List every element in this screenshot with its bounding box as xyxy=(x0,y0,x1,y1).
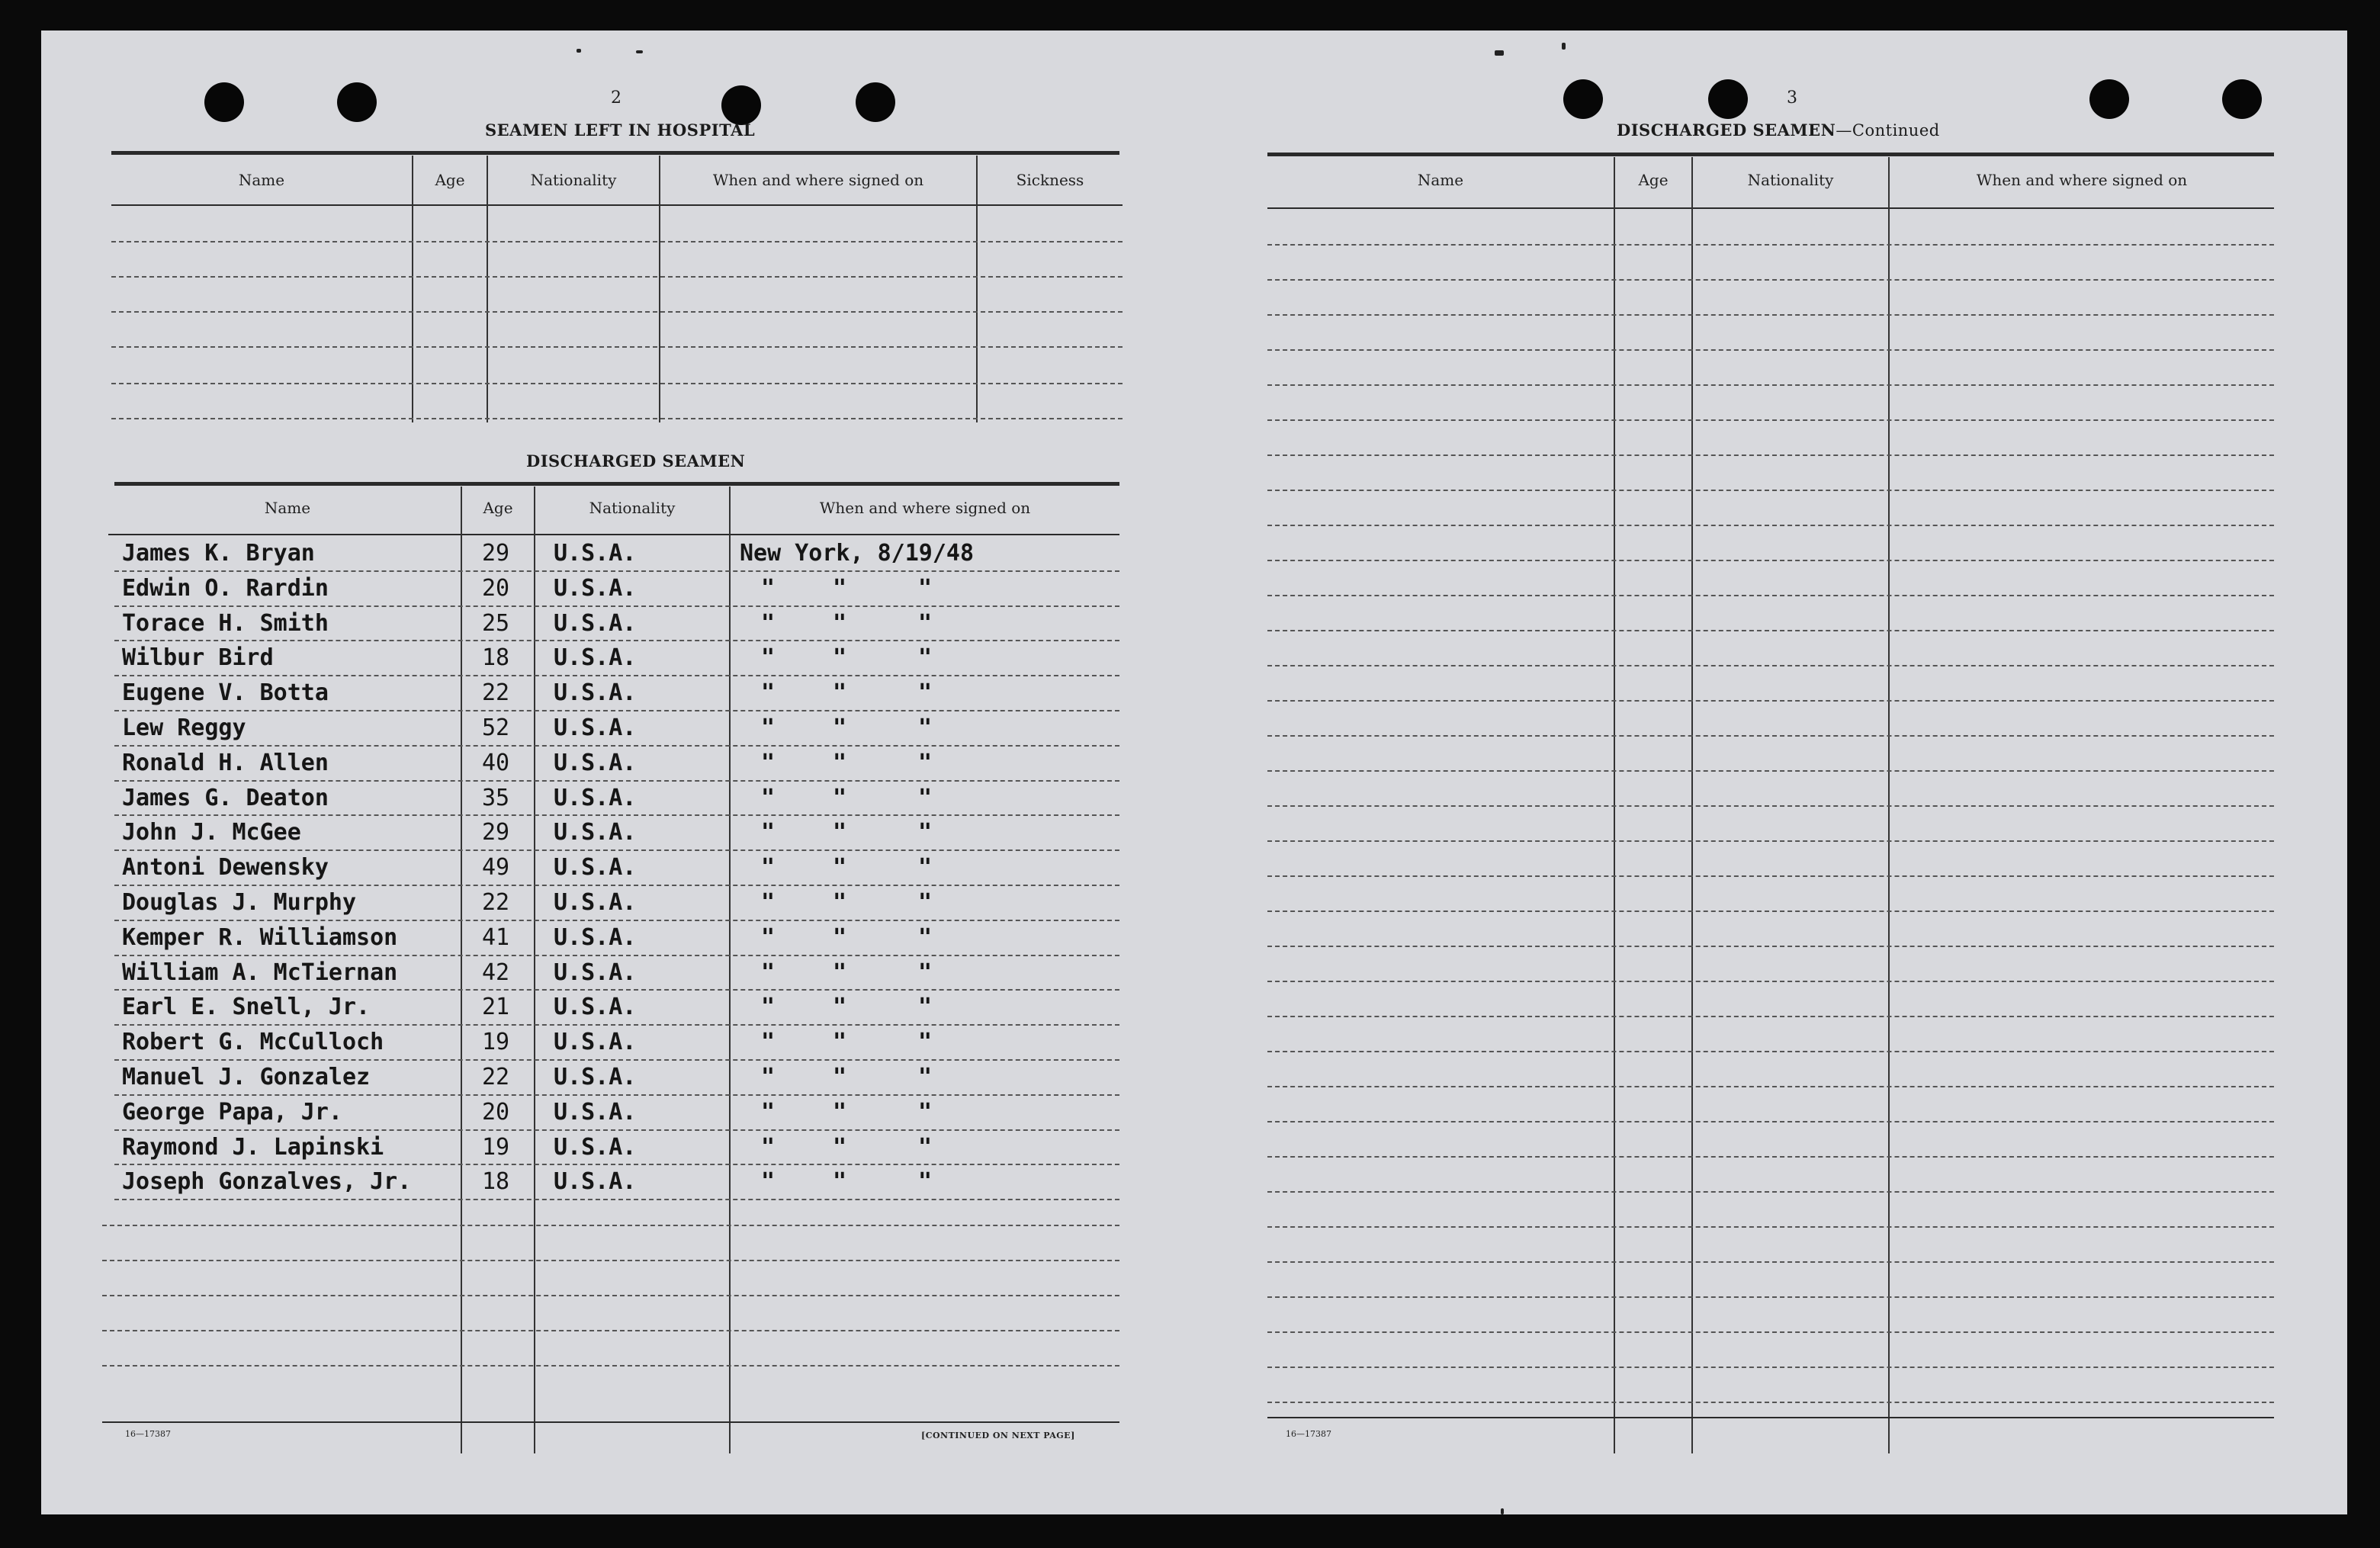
ditto-mark: " xyxy=(833,923,847,951)
hospital-row-line xyxy=(111,346,1123,348)
hospital-col-name: Name xyxy=(238,171,285,189)
hospital-table-top-rule xyxy=(111,151,1119,155)
discharged-empty-row-line xyxy=(102,1225,1119,1226)
right-section-title xyxy=(1617,120,1940,140)
seaman-age: 18 xyxy=(482,1168,510,1196)
seaman-name: George Papa, Jr. xyxy=(122,1098,342,1126)
seaman-nationality: U.S.A. xyxy=(554,923,637,951)
seaman-nationality: U.S.A. xyxy=(554,540,637,567)
ditto-mark: " xyxy=(918,1029,933,1056)
ditto-mark: " xyxy=(833,1168,847,1196)
right-row-line xyxy=(1267,1331,2274,1333)
hospital-row-line xyxy=(111,241,1123,242)
right-row-line xyxy=(1267,595,2274,596)
discharged-bottom-rule xyxy=(102,1421,1119,1423)
right-header-rule xyxy=(1267,207,2274,209)
ditto-mark: " xyxy=(833,889,847,916)
right-row-line xyxy=(1267,1367,2274,1368)
right-row-line xyxy=(1267,560,2274,561)
right-table-top-rule xyxy=(1267,153,2274,156)
speck xyxy=(1501,1508,1504,1514)
ditto-mark: " xyxy=(918,854,933,882)
ditto-mark: " xyxy=(761,574,776,602)
seaman-age: 52 xyxy=(482,715,510,741)
discharged-col-divider xyxy=(461,487,462,1453)
seaman-nationality: U.S.A. xyxy=(554,1098,637,1126)
seaman-age: 19 xyxy=(482,1133,510,1161)
punch-hole xyxy=(721,85,761,125)
seaman-age: 40 xyxy=(482,749,510,776)
right-row-line xyxy=(1267,1051,2274,1052)
seaman-age: 22 xyxy=(482,679,510,707)
discharged-col-divider xyxy=(534,487,535,1453)
seaman-name: William A. McTiernan xyxy=(122,959,398,986)
right-title-main: DISCHARGED SEAMEN xyxy=(1617,120,1836,140)
ditto-mark: " xyxy=(918,644,933,672)
seaman-nationality: U.S.A. xyxy=(554,679,637,707)
ditto-mark: " xyxy=(918,574,933,602)
punch-hole xyxy=(1563,79,1603,119)
hospital-header-rule xyxy=(111,204,1123,206)
right-row-line xyxy=(1267,1226,2274,1228)
ditto-mark: " xyxy=(833,959,847,986)
right-row-line xyxy=(1267,770,2274,772)
discharged-row-line xyxy=(114,1059,1119,1061)
ditto-mark: " xyxy=(833,1029,847,1056)
right-row-line xyxy=(1267,454,2274,456)
right-row-line xyxy=(1267,384,2274,386)
discharged-row-line xyxy=(114,885,1119,886)
right-row-line xyxy=(1267,735,2274,737)
seaman-name: Joseph Gonzalves, Jr. xyxy=(122,1168,412,1196)
ditto-mark: " xyxy=(833,1064,847,1090)
ditto-mark: " xyxy=(761,679,776,707)
seaman-name: Robert G. McCulloch xyxy=(122,1029,384,1056)
ditto-mark: " xyxy=(761,749,776,776)
right-row-line xyxy=(1267,314,2274,316)
seaman-age: 29 xyxy=(482,819,510,846)
discharged-col-nationality: Nationality xyxy=(589,499,676,517)
seaman-age: 49 xyxy=(482,854,510,882)
discharged-row-line xyxy=(114,1129,1119,1131)
right-title-suffix: —Continued xyxy=(1836,121,1940,140)
seaman-name: Lew Reggy xyxy=(122,715,246,741)
ditto-mark: " xyxy=(833,994,847,1021)
right-row-line xyxy=(1267,700,2274,702)
discharged-row-line xyxy=(114,1024,1119,1026)
discharged-row-line xyxy=(114,745,1119,747)
discharged-section-title: DISCHARGED SEAMEN xyxy=(526,451,746,471)
ditto-mark: " xyxy=(918,749,933,776)
seaman-nationality: U.S.A. xyxy=(554,959,637,986)
right-row-line xyxy=(1267,875,2274,877)
ditto-mark: " xyxy=(761,994,776,1021)
discharged-header-rule xyxy=(108,534,1119,535)
discharged-row-line xyxy=(114,1094,1119,1096)
right-row-line xyxy=(1267,419,2274,421)
right-row-line xyxy=(1267,630,2274,631)
hospital-row-line xyxy=(111,311,1123,313)
seaman-age: 19 xyxy=(482,1029,510,1056)
seaman-age: 22 xyxy=(482,889,510,916)
right-row-line xyxy=(1267,1121,2274,1122)
seaman-nationality: U.S.A. xyxy=(554,784,637,811)
seaman-nationality: U.S.A. xyxy=(554,854,637,882)
seaman-age: 42 xyxy=(482,959,510,986)
seaman-age: 21 xyxy=(482,994,510,1021)
discharged-row-line xyxy=(114,1164,1119,1165)
right-row-line xyxy=(1267,279,2274,281)
right-bottom-rule xyxy=(1267,1417,2274,1418)
punch-hole xyxy=(856,82,895,122)
seaman-name: Ronald H. Allen xyxy=(122,749,329,776)
right-row-line xyxy=(1267,981,2274,982)
punch-hole xyxy=(337,82,377,122)
seaman-age: 22 xyxy=(482,1064,510,1090)
seaman-age: 20 xyxy=(482,574,510,602)
discharged-row-line xyxy=(114,989,1119,991)
seaman-nationality: U.S.A. xyxy=(554,715,637,741)
right-row-line xyxy=(1267,946,2274,947)
ditto-mark: " xyxy=(918,715,933,741)
seaman-nationality: U.S.A. xyxy=(554,574,637,602)
ditto-mark: " xyxy=(761,1133,776,1161)
right-col-signed-on: When and where signed on xyxy=(1976,171,2188,189)
discharged-row-line xyxy=(114,710,1119,711)
seaman-signed-on: New York, 8/19/48 xyxy=(740,540,975,567)
discharged-table-top-rule xyxy=(114,482,1119,486)
left-page-number: 2 xyxy=(611,88,621,108)
seaman-name: John J. McGee xyxy=(122,819,301,846)
hospital-section-title: SEAMEN LEFT IN HOSPITAL xyxy=(485,120,756,140)
right-row-line xyxy=(1267,525,2274,526)
seaman-nationality: U.S.A. xyxy=(554,819,637,846)
ditto-mark: " xyxy=(761,854,776,882)
discharged-row-line xyxy=(114,640,1119,641)
ditto-mark: " xyxy=(833,749,847,776)
ditto-mark: " xyxy=(833,609,847,637)
discharged-empty-row-line xyxy=(102,1295,1119,1296)
discharged-row-line xyxy=(114,605,1119,607)
right-row-line xyxy=(1267,665,2274,666)
ditto-mark: " xyxy=(918,1098,933,1126)
seaman-age: 18 xyxy=(482,644,510,672)
ditto-mark: " xyxy=(918,923,933,951)
seaman-age: 35 xyxy=(482,784,510,811)
ditto-mark: " xyxy=(833,784,847,811)
ditto-mark: " xyxy=(918,784,933,811)
ditto-mark: " xyxy=(833,679,847,707)
right-row-line xyxy=(1267,910,2274,912)
hospital-col-nationality: Nationality xyxy=(530,171,617,189)
ditto-mark: " xyxy=(918,609,933,637)
seaman-name: Eugene V. Botta xyxy=(122,679,329,707)
right-row-line xyxy=(1267,1296,2274,1298)
punch-hole xyxy=(2222,79,2262,119)
discharged-row-line xyxy=(114,955,1119,956)
punch-hole xyxy=(2089,79,2129,119)
right-row-line xyxy=(1267,349,2274,351)
speck xyxy=(1562,43,1566,50)
discharged-row-line xyxy=(114,814,1119,816)
ditto-mark: " xyxy=(833,854,847,882)
discharged-col-signed-on: When and where signed on xyxy=(819,499,1031,517)
hospital-row-line xyxy=(111,276,1123,278)
speck xyxy=(577,49,581,53)
seaman-age: 29 xyxy=(482,540,510,567)
ditto-mark: " xyxy=(761,1168,776,1196)
punch-hole xyxy=(204,82,244,122)
discharged-col-divider xyxy=(729,487,731,1453)
ditto-mark: " xyxy=(761,1098,776,1126)
document-sheet xyxy=(41,31,2347,1514)
seaman-nationality: U.S.A. xyxy=(554,1133,637,1161)
ditto-mark: " xyxy=(833,574,847,602)
seaman-name: James K. Bryan xyxy=(122,540,315,567)
seaman-nationality: U.S.A. xyxy=(554,1168,637,1196)
right-row-line xyxy=(1267,1191,2274,1193)
hospital-row-line xyxy=(111,418,1123,419)
right-row-line xyxy=(1267,1086,2274,1087)
seaman-name: James G. Deaton xyxy=(122,784,329,811)
discharged-col-age: Age xyxy=(483,499,513,517)
ditto-mark: " xyxy=(761,819,776,846)
speck xyxy=(1495,50,1504,56)
ditto-mark: " xyxy=(918,1133,933,1161)
punch-hole xyxy=(1708,79,1748,119)
right-row-line xyxy=(1267,244,2274,246)
seaman-nationality: U.S.A. xyxy=(554,609,637,637)
discharged-empty-row-line xyxy=(102,1365,1119,1367)
ditto-mark: " xyxy=(833,819,847,846)
discharged-empty-row-line xyxy=(102,1330,1119,1331)
seaman-nationality: U.S.A. xyxy=(554,994,637,1021)
right-row-line xyxy=(1267,1402,2274,1403)
seaman-name: Torace H. Smith xyxy=(122,609,329,637)
ditto-mark: " xyxy=(761,609,776,637)
seaman-nationality: U.S.A. xyxy=(554,644,637,672)
right-row-line xyxy=(1267,1016,2274,1017)
right-row-line xyxy=(1267,805,2274,807)
right-col-age: Age xyxy=(1638,171,1669,189)
right-col-nationality: Nationality xyxy=(1747,171,1834,189)
ditto-mark: " xyxy=(761,889,776,916)
ditto-mark: " xyxy=(918,1168,933,1196)
seaman-name: Edwin O. Rardin xyxy=(122,574,329,602)
discharged-row-line xyxy=(114,849,1119,851)
discharged-empty-row-line xyxy=(102,1260,1119,1261)
seaman-name: Antoni Dewensky xyxy=(122,854,329,882)
ditto-mark: " xyxy=(761,959,776,986)
seaman-age: 20 xyxy=(482,1098,510,1126)
seaman-age: 41 xyxy=(482,923,510,951)
ditto-mark: " xyxy=(761,715,776,741)
left-form-number: 16—17387 xyxy=(125,1429,171,1439)
discharged-row-line xyxy=(114,920,1119,921)
right-form-number: 16—17387 xyxy=(1286,1429,1331,1439)
right-page-number: 3 xyxy=(1787,88,1797,108)
continued-note: [CONTINUED ON NEXT PAGE] xyxy=(921,1431,1075,1440)
ditto-mark: " xyxy=(833,1098,847,1126)
speck xyxy=(636,50,643,53)
seaman-name: Douglas J. Murphy xyxy=(122,889,357,916)
right-row-line xyxy=(1267,1261,2274,1263)
right-row-line xyxy=(1267,1156,2274,1158)
discharged-row-line xyxy=(114,1199,1119,1200)
right-row-line xyxy=(1267,840,2274,842)
seaman-name: Raymond J. Lapinski xyxy=(122,1133,384,1161)
ditto-mark: " xyxy=(761,784,776,811)
seaman-nationality: U.S.A. xyxy=(554,1064,637,1090)
seaman-name: Manuel J. Gonzalez xyxy=(122,1064,371,1090)
ditto-mark: " xyxy=(833,1133,847,1161)
seaman-name: Earl E. Snell, Jr. xyxy=(122,994,371,1021)
ditto-mark: " xyxy=(761,1064,776,1090)
right-col-name: Name xyxy=(1417,171,1464,189)
seaman-name: Wilbur Bird xyxy=(122,644,274,672)
seaman-name: Kemper R. Williamson xyxy=(122,923,398,951)
ditto-mark: " xyxy=(918,819,933,846)
hospital-row-line xyxy=(111,383,1123,384)
discharged-col-name: Name xyxy=(264,499,311,517)
ditto-mark: " xyxy=(761,644,776,672)
ditto-mark: " xyxy=(918,994,933,1021)
ditto-mark: " xyxy=(833,715,847,741)
seaman-nationality: U.S.A. xyxy=(554,1029,637,1056)
hospital-col-signed-on: When and where signed on xyxy=(712,171,924,189)
ditto-mark: " xyxy=(761,1029,776,1056)
discharged-row-line xyxy=(114,780,1119,782)
discharged-row-line xyxy=(114,675,1119,676)
right-row-line xyxy=(1267,490,2274,491)
discharged-row-line xyxy=(114,570,1119,572)
hospital-col-age: Age xyxy=(435,171,465,189)
ditto-mark: " xyxy=(918,889,933,916)
hospital-col-sickness: Sickness xyxy=(1016,171,1084,189)
ditto-mark: " xyxy=(833,644,847,672)
ditto-mark: " xyxy=(918,679,933,707)
ditto-mark: " xyxy=(918,1064,933,1090)
ditto-mark: " xyxy=(761,923,776,951)
seaman-nationality: U.S.A. xyxy=(554,749,637,776)
seaman-nationality: U.S.A. xyxy=(554,889,637,916)
seaman-age: 25 xyxy=(482,609,510,637)
ditto-mark: " xyxy=(918,959,933,986)
